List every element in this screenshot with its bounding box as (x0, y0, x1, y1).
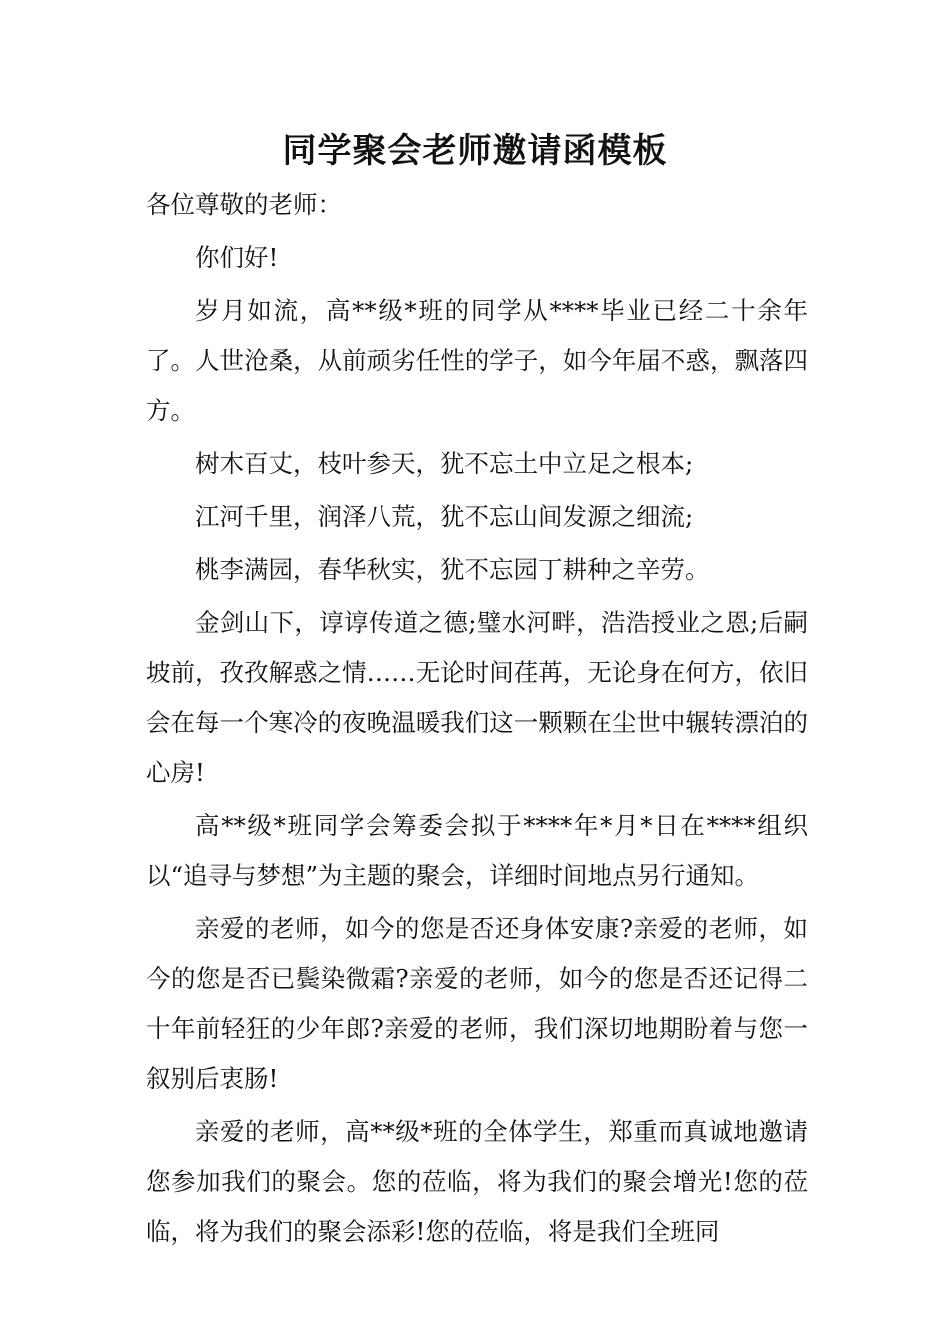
document-body (146, 180, 808, 1260)
paragraph-greeting: 你们好! (195, 243, 279, 272)
paragraph-verse-trees: 树木百丈，枝叶参天，犹不忘土中立足之根本; (195, 449, 694, 478)
paragraph-verse-rivers: 江河千里，润泽八荒，犹不忘山间发源之细流; (195, 502, 694, 531)
paragraph-invitation: 亲爱的老师，高**级*班的全体学生，郑重而真诚地邀请您参加我们的聚会。您的莅临，将为我们的聚会增光!您的莅临，将为我们的聚会添彩!您的莅临，将是我们全班同 (146, 1117, 808, 1246)
paragraph-verse-peaches: 桃李满园，春华秋实，犹不忘园丁耕种之辛劳。 (195, 555, 710, 584)
document-title: 同学聚会老师邀请函模板 (282, 131, 668, 171)
salutation: 各位尊敬的老师： (146, 190, 342, 219)
paragraph-memories: 金剑山下，谆谆传道之德;璧水河畔，浩浩授业之恩;后嗣坡前，孜孜解惑之情……无论时间荏苒，无论身在何方，依旧会在每一个寒冷的夜晚温暖我们这一颗颗在尘世中辗转漂泊的心房! (146, 608, 808, 787)
paragraph-event: 高**级*班同学会筹委会拟于****年*月*日在****组织以“追寻与梦想”为主题的聚会，详细时间地点另行通知。 (146, 811, 808, 890)
paragraph-questions: 亲爱的老师，如今的您是否还身体安康?亲爱的老师，如今的您是否已鬓染微霜?亲爱的老师，如今的您是否还记得二十年前轻狂的少年郎?亲爱的老师，我们深切地期盼着与您一叙别后衷肠! (146, 914, 808, 1093)
paragraph-years: 岁月如流，高**级*班的同学从****毕业已经二十余年了。人世沧桑，从前顽劣任性的学子，如今年届不惑，飘落四方。 (146, 296, 808, 425)
